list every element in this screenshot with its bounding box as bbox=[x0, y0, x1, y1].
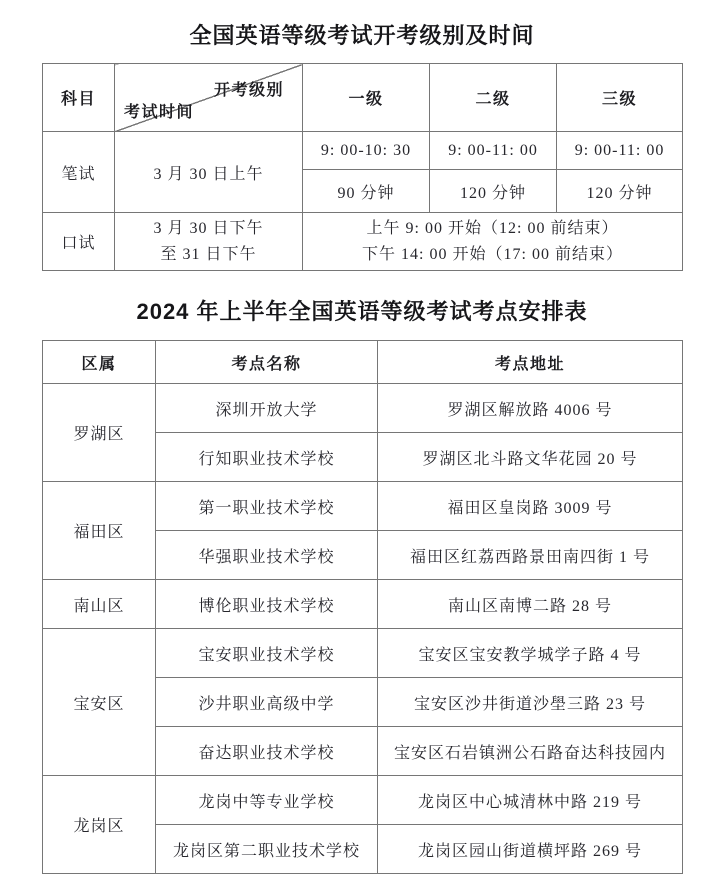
oral-exam-detail-cell bbox=[303, 213, 683, 271]
schedule-header-row bbox=[43, 64, 683, 132]
site-address-cell: 宝安区石岩镇洲公石路奋达科技园内 bbox=[378, 727, 683, 776]
exam-schedule-table bbox=[42, 63, 683, 271]
site-address-cell: 福田区皇岗路 3009 号 bbox=[378, 482, 683, 531]
site-row bbox=[43, 629, 683, 678]
site-address-cell: 罗湖区北斗路文华花园 20 号 bbox=[378, 433, 683, 482]
site-row bbox=[43, 384, 683, 433]
diagonal-label-level: 开考级别 bbox=[213, 82, 284, 99]
header-level-2-cell: 二级 bbox=[430, 64, 557, 132]
site-address-cell: 宝安区沙井街道沙壆三路 23 号 bbox=[378, 678, 683, 727]
site-name-cell: 博伦职业技术学校 bbox=[156, 580, 378, 629]
site-row bbox=[43, 580, 683, 629]
site-address-cell: 福田区红荔西路景田南四街 1 号 bbox=[378, 531, 683, 580]
site-address-cell: 龙岗区园山街道横坪路 269 号 bbox=[378, 825, 683, 874]
site-name-cell: 龙岗区第二职业技术学校 bbox=[156, 825, 378, 874]
sites-header-row bbox=[43, 341, 683, 384]
exam-sites-table bbox=[42, 340, 683, 874]
site-name-cell: 深圳开放大学 bbox=[156, 384, 378, 433]
site-address-cell: 宝安区宝安教学城学子路 4 号 bbox=[378, 629, 683, 678]
written-level-1-duration-cell: 90 分钟 bbox=[303, 170, 430, 213]
site-address-cell: 罗湖区解放路 4006 号 bbox=[378, 384, 683, 433]
written-level-2-duration-cell: 120 分钟 bbox=[430, 170, 557, 213]
header-level-1-cell: 一级 bbox=[303, 64, 430, 132]
oral-exam-detail-line2: 下午 14: 00 开始（17: 00 前结束） bbox=[362, 245, 623, 263]
written-exam-subject-cell: 笔试 bbox=[43, 132, 115, 213]
diagonal-header-cell bbox=[115, 64, 303, 132]
site-row bbox=[43, 776, 683, 825]
exam-schedule-title: 全国英语等级考试开考级别及时间 bbox=[189, 23, 535, 48]
district-cell-baoan: 宝安区 bbox=[43, 629, 156, 776]
site-name-cell: 宝安职业技术学校 bbox=[156, 629, 378, 678]
site-address-cell: 龙岗区中心城清林中路 219 号 bbox=[378, 776, 683, 825]
site-name-cell: 华强职业技术学校 bbox=[156, 531, 378, 580]
site-address-cell: 南山区南博二路 28 号 bbox=[378, 580, 683, 629]
oral-exam-detail-line1: 上午 9: 00 开始（12: 00 前结束） bbox=[366, 219, 619, 237]
oral-exam-subject-cell: 口试 bbox=[43, 213, 115, 271]
written-level-1-time-cell: 9: 00-10: 30 bbox=[303, 132, 430, 170]
written-level-2-time-cell: 9: 00-11: 00 bbox=[430, 132, 557, 170]
written-level-3-time-cell: 9: 00-11: 00 bbox=[557, 132, 683, 170]
site-name-cell: 沙井职业高级中学 bbox=[156, 678, 378, 727]
oral-exam-date-cell bbox=[115, 213, 303, 271]
written-exam-times-row bbox=[43, 132, 683, 170]
diagonal-label-time: 考试时间 bbox=[124, 104, 195, 121]
oral-exam-row bbox=[43, 213, 683, 271]
district-cell-futian: 福田区 bbox=[43, 482, 156, 580]
site-row bbox=[43, 482, 683, 531]
header-district-cell: 区属 bbox=[43, 341, 156, 384]
oral-exam-date-line1: 3 月 30 日下午 bbox=[153, 219, 264, 237]
header-site-address-cell: 考点地址 bbox=[378, 341, 683, 384]
written-exam-date-cell: 3 月 30 日上午 bbox=[115, 132, 303, 213]
site-arrangement-title: 2024 年上半年全国英语等级考试考点安排表 bbox=[136, 299, 588, 324]
district-cell-longgang: 龙岗区 bbox=[43, 776, 156, 874]
header-level-3-cell: 三级 bbox=[557, 64, 683, 132]
written-level-3-duration-cell: 120 分钟 bbox=[557, 170, 683, 213]
header-subject-cell: 科目 bbox=[43, 64, 115, 132]
oral-exam-date-line2: 至 31 日下午 bbox=[160, 245, 257, 263]
header-site-name-cell: 考点名称 bbox=[156, 341, 378, 384]
district-cell-nanshan: 南山区 bbox=[43, 580, 156, 629]
site-name-cell: 第一职业技术学校 bbox=[156, 482, 378, 531]
site-name-cell: 奋达职业技术学校 bbox=[156, 727, 378, 776]
district-cell-luohu: 罗湖区 bbox=[43, 384, 156, 482]
site-name-cell: 行知职业技术学校 bbox=[156, 433, 378, 482]
site-name-cell: 龙岗中等专业学校 bbox=[156, 776, 378, 825]
